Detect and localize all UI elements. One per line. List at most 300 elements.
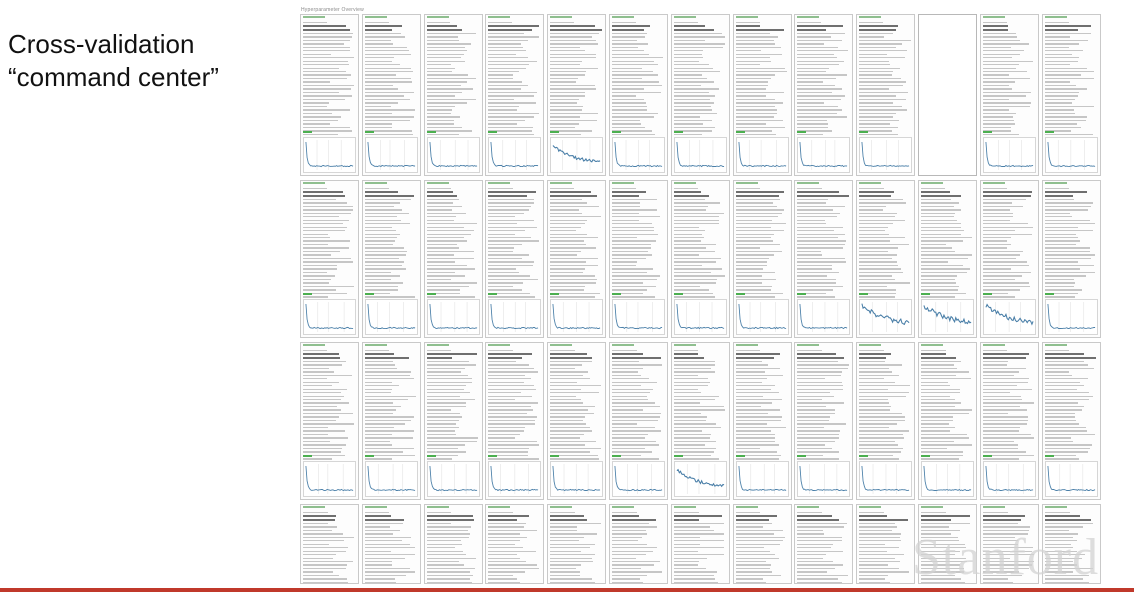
text-line bbox=[983, 92, 1031, 93]
experiment-card[interactable] bbox=[424, 504, 483, 584]
text-line bbox=[303, 202, 347, 203]
loss-curve-plot[interactable] bbox=[859, 299, 912, 335]
experiment-card[interactable] bbox=[733, 342, 792, 500]
text-line bbox=[365, 371, 411, 372]
text-line bbox=[303, 540, 344, 541]
text-line bbox=[674, 99, 710, 100]
text-line bbox=[674, 515, 722, 517]
text-line bbox=[983, 216, 1013, 217]
experiment-card[interactable] bbox=[300, 504, 359, 584]
text-line bbox=[674, 427, 721, 428]
text-line bbox=[797, 61, 843, 62]
text-line bbox=[674, 551, 698, 552]
text-line bbox=[1045, 106, 1095, 107]
text-line bbox=[859, 364, 901, 365]
experiment-card[interactable] bbox=[362, 180, 421, 338]
text-line bbox=[427, 247, 459, 248]
text-line bbox=[983, 202, 1013, 203]
text-line bbox=[550, 33, 599, 34]
text-line bbox=[1045, 95, 1078, 96]
text-line bbox=[797, 385, 842, 386]
experiment-card[interactable] bbox=[1042, 14, 1101, 176]
loss-curve-plot[interactable] bbox=[365, 461, 418, 497]
text-line bbox=[859, 202, 906, 203]
hyperparameter-text-block bbox=[797, 22, 850, 141]
text-line bbox=[427, 188, 451, 189]
text-line bbox=[1045, 25, 1091, 27]
experiment-card[interactable] bbox=[794, 342, 853, 500]
loss-curve-svg bbox=[860, 138, 911, 172]
text-line bbox=[736, 526, 764, 527]
loss-curve-plot[interactable] bbox=[736, 137, 789, 173]
loss-curve-plot[interactable] bbox=[427, 299, 480, 335]
text-line bbox=[303, 71, 346, 72]
text-line bbox=[1045, 268, 1080, 269]
text-line bbox=[365, 78, 412, 79]
text-line bbox=[488, 530, 536, 531]
experiment-card[interactable] bbox=[485, 342, 544, 500]
experiment-card[interactable] bbox=[733, 14, 792, 176]
text-line bbox=[797, 547, 831, 548]
text-line bbox=[550, 81, 576, 82]
experiment-card[interactable] bbox=[856, 504, 915, 584]
text-line bbox=[859, 396, 905, 397]
text-line bbox=[303, 195, 345, 197]
text-line bbox=[488, 512, 513, 513]
text-line bbox=[921, 258, 968, 259]
experiment-card[interactable] bbox=[918, 342, 977, 500]
loss-curve-line bbox=[615, 304, 662, 329]
loss-curve-plot[interactable] bbox=[303, 461, 356, 497]
text-line bbox=[1045, 188, 1069, 189]
text-line bbox=[736, 206, 777, 207]
text-line bbox=[303, 265, 337, 266]
loss-curve-plot[interactable] bbox=[550, 299, 603, 335]
loss-curve-plot[interactable] bbox=[1045, 461, 1098, 497]
text-line bbox=[550, 582, 595, 583]
text-line bbox=[550, 382, 577, 383]
loss-curve-plot[interactable] bbox=[427, 461, 480, 497]
text-line bbox=[983, 78, 1030, 79]
loss-curve-plot[interactable] bbox=[921, 461, 974, 497]
loss-curve-plot[interactable] bbox=[303, 137, 356, 173]
text-line bbox=[427, 551, 464, 552]
text-line bbox=[488, 364, 528, 365]
experiment-card[interactable] bbox=[1042, 180, 1101, 338]
text-line bbox=[612, 272, 647, 273]
text-line bbox=[303, 375, 352, 376]
text-line bbox=[674, 254, 699, 255]
loss-curve-plot[interactable] bbox=[550, 137, 603, 173]
loss-curve-svg bbox=[1046, 300, 1097, 334]
loss-curve-plot[interactable] bbox=[859, 137, 912, 173]
text-line bbox=[365, 530, 400, 531]
loss-curve-plot[interactable] bbox=[983, 461, 1036, 497]
text-line bbox=[736, 113, 777, 114]
text-line bbox=[427, 448, 458, 449]
experiment-card[interactable] bbox=[980, 342, 1039, 500]
text-line bbox=[797, 427, 824, 428]
experiment-card[interactable] bbox=[547, 180, 606, 338]
text-line bbox=[612, 25, 650, 27]
experiment-card[interactable] bbox=[485, 14, 544, 176]
text-line bbox=[983, 523, 1018, 524]
text-line bbox=[736, 230, 784, 231]
text-line bbox=[303, 526, 337, 527]
text-line bbox=[612, 571, 662, 572]
loss-curve-plot[interactable] bbox=[674, 137, 727, 173]
hyperparameter-text-block bbox=[612, 512, 665, 584]
text-line bbox=[550, 547, 590, 548]
text-line bbox=[1045, 102, 1072, 103]
experiment-card[interactable] bbox=[362, 504, 421, 584]
text-line bbox=[365, 40, 391, 41]
text-line bbox=[674, 25, 705, 27]
loss-curve-plot[interactable] bbox=[612, 299, 665, 335]
text-line bbox=[488, 540, 520, 541]
text-line bbox=[983, 399, 1023, 400]
text-line bbox=[859, 537, 900, 538]
loss-curve-plot[interactable] bbox=[859, 461, 912, 497]
text-line bbox=[612, 392, 650, 393]
text-line bbox=[921, 234, 961, 235]
text-line bbox=[859, 282, 909, 283]
experiment-card[interactable] bbox=[362, 342, 421, 500]
loss-curve-plot[interactable] bbox=[674, 461, 727, 497]
text-line bbox=[303, 385, 332, 386]
val-metric-marker bbox=[736, 293, 745, 295]
loss-curve-svg bbox=[798, 138, 849, 172]
text-line bbox=[612, 441, 656, 442]
text-line bbox=[612, 43, 648, 44]
text-line bbox=[983, 25, 1009, 27]
text-line bbox=[365, 50, 409, 51]
text-line bbox=[859, 213, 897, 214]
experiment-card[interactable] bbox=[485, 504, 544, 584]
text-line bbox=[736, 195, 779, 197]
text-line bbox=[488, 68, 526, 69]
card-header-line bbox=[612, 506, 634, 508]
text-line bbox=[612, 227, 654, 228]
text-line bbox=[859, 286, 887, 287]
text-line bbox=[674, 85, 701, 86]
text-line bbox=[303, 206, 353, 207]
text-line bbox=[303, 409, 341, 410]
card-header-line bbox=[983, 16, 1005, 18]
text-line bbox=[859, 68, 900, 69]
text-line bbox=[427, 519, 475, 521]
hyperparameter-text-block bbox=[736, 188, 789, 307]
experiment-card[interactable] bbox=[980, 180, 1039, 338]
text-line bbox=[365, 361, 393, 362]
text-line bbox=[921, 389, 960, 390]
text-line bbox=[303, 357, 340, 359]
text-line bbox=[612, 109, 647, 110]
experiment-card[interactable] bbox=[733, 180, 792, 338]
loss-curve-svg bbox=[613, 138, 664, 172]
text-line bbox=[612, 71, 653, 72]
experiment-card[interactable] bbox=[671, 342, 730, 500]
text-line bbox=[612, 85, 662, 86]
text-line bbox=[427, 50, 468, 51]
text-line bbox=[736, 268, 764, 269]
text-line bbox=[488, 206, 530, 207]
text-line bbox=[983, 230, 1015, 231]
text-line bbox=[303, 120, 338, 121]
text-line bbox=[427, 195, 457, 197]
experiment-card[interactable] bbox=[856, 342, 915, 500]
card-header-line bbox=[859, 182, 881, 184]
experiment-card[interactable] bbox=[547, 14, 606, 176]
experiment-card[interactable] bbox=[1042, 342, 1101, 500]
text-line bbox=[612, 279, 657, 280]
text-line bbox=[921, 406, 955, 407]
text-line bbox=[612, 275, 660, 276]
text-line bbox=[427, 544, 463, 545]
experiment-card[interactable] bbox=[794, 14, 853, 176]
experiment-card[interactable] bbox=[424, 180, 483, 338]
experiment-card[interactable] bbox=[794, 180, 853, 338]
text-line bbox=[983, 50, 1024, 51]
text-line bbox=[859, 275, 892, 276]
experiment-card[interactable] bbox=[856, 14, 915, 176]
experiment-card[interactable] bbox=[485, 180, 544, 338]
loss-curve-plot[interactable] bbox=[674, 299, 727, 335]
text-line bbox=[736, 427, 787, 428]
experiment-card[interactable] bbox=[547, 504, 606, 584]
text-line bbox=[983, 57, 1012, 58]
text-line bbox=[1045, 286, 1075, 287]
loss-curve-line bbox=[986, 466, 1033, 491]
text-line bbox=[427, 74, 469, 75]
text-line bbox=[674, 81, 714, 82]
experiment-card[interactable] bbox=[609, 504, 668, 584]
loss-curve-plot[interactable] bbox=[427, 137, 480, 173]
text-line bbox=[983, 71, 1027, 72]
text-line bbox=[365, 578, 395, 579]
text-line bbox=[488, 209, 529, 210]
hyperparameter-text-block bbox=[488, 512, 541, 584]
loss-curve-plot[interactable] bbox=[488, 461, 541, 497]
text-line bbox=[921, 420, 953, 421]
loss-curve-plot[interactable] bbox=[365, 299, 418, 335]
text-line bbox=[674, 50, 703, 51]
text-line bbox=[797, 234, 845, 235]
experiment-card[interactable] bbox=[362, 14, 421, 176]
experiment-card[interactable] bbox=[671, 504, 730, 584]
text-line bbox=[921, 272, 967, 273]
text-line bbox=[365, 209, 403, 210]
loss-curve-plot[interactable] bbox=[797, 461, 850, 497]
text-line bbox=[427, 244, 458, 245]
experiment-card[interactable] bbox=[671, 14, 730, 176]
text-line bbox=[488, 361, 516, 362]
experiment-card[interactable] bbox=[300, 342, 359, 500]
text-line bbox=[612, 261, 637, 262]
text-line bbox=[365, 88, 399, 89]
text-line bbox=[983, 109, 1009, 110]
text-line bbox=[612, 523, 649, 524]
text-line bbox=[488, 127, 532, 128]
text-line bbox=[550, 216, 601, 217]
loss-curve-svg bbox=[551, 300, 602, 334]
loss-curve-line bbox=[430, 142, 477, 167]
text-line bbox=[488, 437, 515, 438]
text-line bbox=[674, 441, 716, 442]
loss-curve-svg bbox=[984, 300, 1035, 334]
text-line bbox=[1045, 427, 1086, 428]
text-line bbox=[736, 575, 781, 576]
experiment-card[interactable] bbox=[671, 180, 730, 338]
experiment-card[interactable] bbox=[300, 14, 359, 176]
loss-curve-plot[interactable] bbox=[612, 461, 665, 497]
text-line bbox=[427, 568, 475, 569]
text-line bbox=[921, 195, 961, 197]
text-line bbox=[797, 523, 847, 524]
text-line bbox=[983, 240, 1008, 241]
text-line bbox=[612, 199, 657, 200]
text-line bbox=[365, 25, 402, 27]
experiment-card[interactable] bbox=[547, 342, 606, 500]
text-line bbox=[674, 234, 702, 235]
text-line bbox=[859, 74, 892, 75]
experiment-card[interactable] bbox=[980, 14, 1039, 176]
experiment-card[interactable] bbox=[918, 14, 977, 176]
text-line bbox=[797, 29, 826, 31]
loss-curve-svg bbox=[304, 462, 355, 496]
text-line bbox=[1045, 378, 1089, 379]
text-line bbox=[365, 240, 395, 241]
text-line bbox=[303, 33, 353, 34]
text-line bbox=[550, 223, 584, 224]
text-line bbox=[674, 57, 703, 58]
experiment-card[interactable] bbox=[733, 504, 792, 584]
text-line bbox=[736, 78, 772, 79]
val-metric-marker bbox=[550, 293, 559, 295]
text-line bbox=[736, 547, 765, 548]
loss-curve-plot[interactable] bbox=[488, 137, 541, 173]
experiment-card[interactable] bbox=[424, 14, 483, 176]
text-line bbox=[736, 227, 771, 228]
experiment-card[interactable] bbox=[609, 180, 668, 338]
loss-curve-plot[interactable] bbox=[1045, 299, 1098, 335]
text-line bbox=[921, 296, 955, 297]
text-line bbox=[674, 71, 720, 72]
text-line bbox=[674, 582, 719, 583]
text-line bbox=[983, 64, 1019, 65]
text-line bbox=[797, 364, 848, 365]
text-line bbox=[1045, 434, 1096, 435]
text-line bbox=[365, 544, 410, 545]
loss-curve-plot[interactable] bbox=[983, 299, 1036, 335]
card-header-line bbox=[365, 16, 387, 18]
experiment-card[interactable] bbox=[300, 180, 359, 338]
loss-curve-plot[interactable] bbox=[550, 461, 603, 497]
loss-curve-plot[interactable] bbox=[797, 137, 850, 173]
text-line bbox=[427, 237, 464, 238]
text-line bbox=[427, 99, 476, 100]
text-line bbox=[736, 353, 781, 355]
text-line bbox=[612, 568, 641, 569]
card-header-line bbox=[427, 182, 449, 184]
loss-curve-plot[interactable] bbox=[365, 137, 418, 173]
text-line bbox=[736, 350, 761, 351]
text-line bbox=[674, 265, 702, 266]
text-line bbox=[674, 191, 702, 193]
text-line bbox=[736, 413, 768, 414]
text-line bbox=[797, 78, 836, 79]
loss-curve-plot[interactable] bbox=[612, 137, 665, 173]
loss-curve-plot[interactable] bbox=[303, 299, 356, 335]
text-line bbox=[983, 371, 1019, 372]
text-line bbox=[612, 68, 642, 69]
text-line bbox=[797, 371, 842, 372]
text-line bbox=[859, 102, 893, 103]
text-line bbox=[550, 261, 585, 262]
experiment-card[interactable] bbox=[918, 180, 977, 338]
experiment-card[interactable] bbox=[609, 342, 668, 500]
hyperparameter-text-block bbox=[736, 22, 789, 141]
experiment-card[interactable] bbox=[424, 342, 483, 500]
loss-curve-line bbox=[306, 466, 353, 491]
text-line bbox=[488, 258, 522, 259]
experiment-card[interactable] bbox=[609, 14, 668, 176]
text-line bbox=[1045, 382, 1081, 383]
text-line bbox=[612, 420, 658, 421]
text-line bbox=[612, 361, 639, 362]
text-line bbox=[303, 254, 331, 255]
loss-curve-plot[interactable] bbox=[736, 461, 789, 497]
text-line bbox=[612, 230, 654, 231]
text-line bbox=[983, 199, 1026, 200]
loss-curve-plot[interactable] bbox=[983, 137, 1036, 173]
val-metric-marker bbox=[303, 131, 312, 133]
text-line bbox=[859, 54, 887, 55]
text-line bbox=[1045, 29, 1078, 31]
text-line bbox=[550, 540, 579, 541]
loss-curve-plot[interactable] bbox=[921, 299, 974, 335]
text-line bbox=[983, 85, 1009, 86]
text-line bbox=[427, 109, 453, 110]
loss-curve-plot[interactable] bbox=[736, 299, 789, 335]
text-line bbox=[983, 47, 1012, 48]
loss-curve-svg bbox=[984, 138, 1035, 172]
text-line bbox=[612, 240, 656, 241]
text-line bbox=[612, 378, 649, 379]
text-line bbox=[921, 357, 956, 359]
experiment-card[interactable] bbox=[856, 180, 915, 338]
text-line bbox=[612, 95, 636, 96]
text-line bbox=[736, 64, 761, 65]
text-line bbox=[488, 43, 520, 44]
text-line bbox=[674, 279, 717, 280]
experiment-card[interactable] bbox=[794, 504, 853, 584]
text-line bbox=[983, 74, 1009, 75]
text-line bbox=[1045, 389, 1078, 390]
text-line bbox=[612, 448, 645, 449]
loss-curve-plot[interactable] bbox=[488, 299, 541, 335]
text-line bbox=[736, 109, 777, 110]
text-line bbox=[797, 109, 841, 110]
text-line bbox=[550, 237, 597, 238]
loss-curve-plot[interactable] bbox=[1045, 137, 1098, 173]
text-line bbox=[859, 430, 908, 431]
text-line bbox=[427, 515, 474, 517]
text-line bbox=[983, 451, 1026, 452]
text-line bbox=[303, 209, 353, 210]
loss-curve-plot[interactable] bbox=[797, 299, 850, 335]
text-line bbox=[612, 533, 647, 534]
